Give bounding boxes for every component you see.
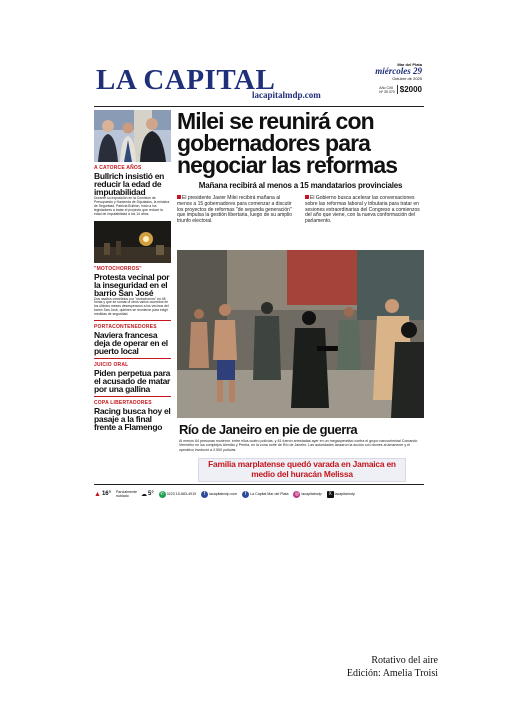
credits-editor: Edición: Amelia Troisi	[346, 668, 438, 679]
story3-kicker: PORTACONTENEDORES	[94, 324, 157, 331]
lead-body	[177, 195, 424, 225]
bullet-mark-icon	[177, 195, 181, 199]
story1-text: Durante su exposición en la Comisión de Presupuesto y Hacienda de Diputados, la ministra de Seguridad, Patricia Bullrich, instó a los legisladores a tratar el proyecto que reduce la edad de imputabilidad a los 14 años.	[94, 196, 170, 216]
lead-column-2	[305, 195, 424, 225]
credits-program: Rotativo del aire	[371, 655, 438, 666]
date-box	[356, 62, 422, 81]
temperature: 16°	[101, 491, 112, 497]
weather-text: Parcialmente nublado	[116, 490, 137, 498]
story3-headline[interactable]: Naviera francesa deja de operar en el puerto local	[94, 330, 168, 357]
date-label: Octubre de 2025	[392, 76, 422, 81]
photo-headline[interactable]: Río de Janeiro en pie de guerra	[179, 422, 358, 437]
x-link[interactable]	[327, 491, 355, 498]
wind-value: 5°	[148, 491, 154, 497]
edition-number: Nº 39.370	[379, 89, 395, 94]
story1-kicker: A CATORCE AÑOS	[94, 165, 142, 171]
banner-headline[interactable]: Familia marplatense quedó varada en Jamaica en medio del huracán Melissa	[208, 459, 396, 479]
storm-icon: ▲	[94, 490, 101, 498]
footer-bar	[94, 487, 424, 501]
lead-subhead: Mañana recibirá al menos a 15 mandatarios provinciales	[198, 181, 403, 190]
facebook-page-name: La Capital Mar del Plata	[250, 492, 289, 496]
facebook-site[interactable]	[201, 491, 237, 498]
facebook-icon: f	[201, 491, 208, 498]
edition-info	[379, 85, 422, 94]
whatsapp-number: 0223 15-683-4919	[166, 492, 197, 496]
whatsapp-icon: ✆	[160, 490, 165, 497]
story1-headline[interactable]: Bullrich insistió en reducir la edad de imputabilidad	[94, 171, 165, 197]
lead-column-1	[177, 195, 296, 225]
story2-kicker: "MOTOCHORROS"	[94, 265, 142, 272]
wind-icon: ☁	[141, 491, 148, 498]
masthead	[94, 60, 424, 104]
weather-desc	[116, 490, 136, 498]
divider	[94, 396, 171, 397]
photo-caption: Al menos 64 personas murieron, entre ellos cuatro policías, y 81 fueron arrestadas ayer en un megaoperativo contra el grupo narcocriminal Comando Vermelho en los complejos Alemão y Penha, en la zona norte de Río de Janeiro. Las autoridades lanzaron la acción con drones al amanecer y el operativo involucró a 2.500 policías.	[179, 439, 418, 452]
lead-column-2-text: El Gobierno busca acelerar las conversaciones sobre las reformas laboral y tributaria para tratar en sesiones extraordinarias del Congreso a comienzos del año que viene, con la nueva conformación del parlamento.	[305, 195, 420, 225]
instagram-icon: ◎	[294, 490, 300, 497]
credits	[347, 654, 438, 680]
whatsapp-contact[interactable]	[159, 491, 196, 498]
x-handle: lacapitalmdp	[334, 492, 355, 496]
newspaper-logo: LA CAPITAL	[96, 64, 276, 96]
instagram-link[interactable]	[293, 491, 321, 498]
x-icon: X	[328, 490, 332, 497]
lead-column-1-text: El presidente Javier Milei recibirá mañana al menos a 15 gobernadores para comenzar a discutir los proyectos de reformas "de segunda generación" que impulsa la gestión libertaria, luego de su amplio triunfo electoral.	[177, 195, 293, 225]
rio-operation-photo	[177, 250, 424, 418]
night-street-photo	[94, 221, 171, 263]
story5-kicker: COPA LIBERTADORES	[94, 400, 152, 407]
city-label: Mar del Plata	[397, 62, 422, 67]
lead-headline[interactable]: Milei se reunirá con gobernadores para negociar las reformas	[177, 108, 398, 178]
story4-kicker: JUICIO ORAL	[94, 362, 129, 369]
weather-today	[94, 491, 111, 498]
price-label: $2000	[397, 85, 422, 94]
instagram-handle: lacapitalmdp	[301, 492, 322, 496]
newspaper-front-page	[94, 60, 424, 503]
bullet-mark-icon	[305, 195, 309, 199]
story2-text: Dos asaltos cometidos por "motochorros" en 48 horas y que se suman a otros varios ocurridos en los últimos meses desesperaron a los vecinos del barrio San José, quienes se reunieron para exigir medidas de seguridad.	[94, 296, 169, 317]
lead-story	[177, 110, 424, 225]
story5-headline[interactable]: Racing busca hoy el pasaje a la final frente a Flamengo	[94, 406, 171, 433]
jamaica-banner[interactable]	[198, 458, 406, 482]
left-column	[94, 110, 171, 431]
facebook-page[interactable]	[242, 491, 288, 498]
facebook-url: lacapitalmdp.com	[209, 492, 238, 496]
story4-headline[interactable]: Piden perpetua para el acusado de matar por una gallina	[94, 368, 171, 395]
newspaper-url: lacapitalmdp.com	[252, 90, 321, 100]
masthead-divider	[94, 106, 424, 107]
footer-divider	[94, 484, 424, 485]
divider	[94, 358, 171, 359]
facebook-page-icon: f	[242, 491, 249, 498]
bullrich-photo	[94, 110, 171, 162]
weekday-label: miércoles 29	[375, 66, 422, 76]
edition-year: Año CXII	[379, 85, 394, 90]
wind-info	[141, 491, 154, 498]
story2-headline[interactable]: Protesta vecinal por la inseguridad en el barrio San José	[94, 271, 170, 298]
divider	[94, 320, 171, 321]
